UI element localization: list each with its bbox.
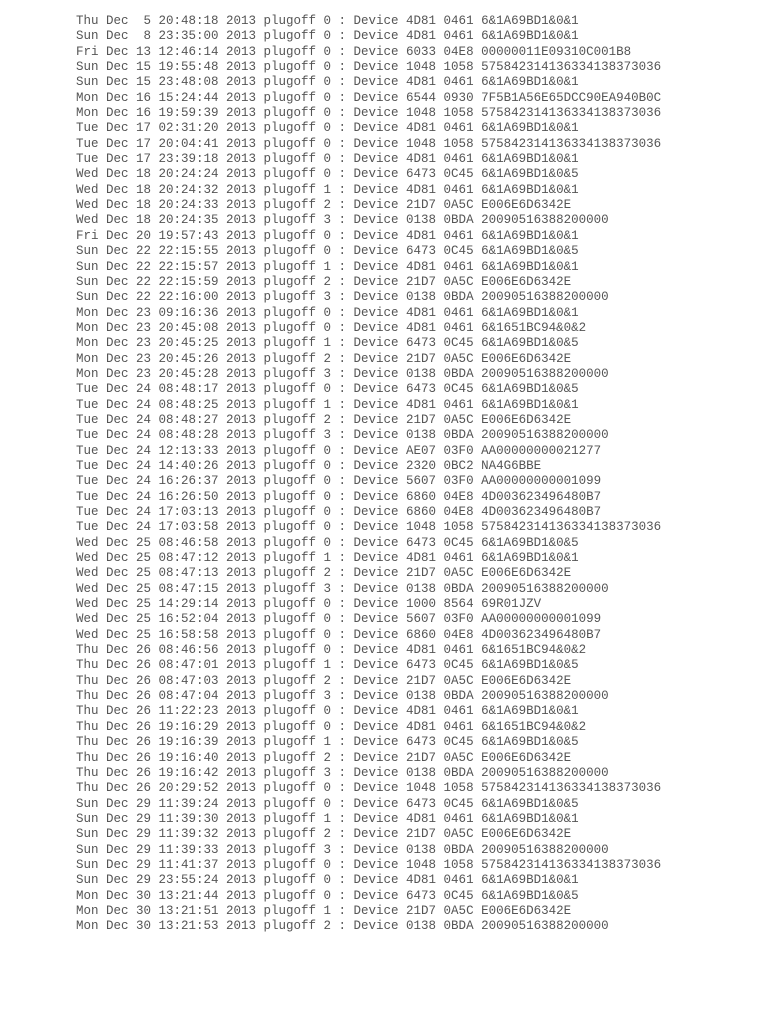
log-line: Sun Dec 22 22:15:57 2013 plugoff 1 : Device 4D81 0461 6&1A69BD1&0&1 [76,259,579,274]
log-line: Thu Dec 26 11:22:23 2013 plugoff 0 : Device 4D81 0461 6&1A69BD1&0&1 [76,704,579,719]
log-line: Tue Dec 24 14:40:26 2013 plugoff 0 : Device 2320 0BC2 NA4G6BBE [76,458,542,473]
log-line: Tue Dec 17 23:39:18 2013 plugoff 0 : Device 4D81 0461 6&1A69BD1&0&1 [76,152,579,167]
log-line: Sun Dec 29 23:55:24 2013 plugoff 0 : Device 4D81 0461 6&1A69BD1&0&1 [76,873,579,888]
log-line: Fri Dec 20 19:57:43 2013 plugoff 0 : Device 4D81 0461 6&1A69BD1&0&1 [76,228,579,243]
log-line: Tue Dec 17 20:04:41 2013 plugoff 0 : Device 1048 1058 575842314136334138373036 [76,136,662,151]
log-line: Sun Dec 29 11:41:37 2013 plugoff 0 : Device 1048 1058 575842314136334138373036 [76,857,662,872]
log-line: Tue Dec 24 16:26:50 2013 plugoff 0 : Device 6860 04E8 4D003623496480B7 [76,489,602,504]
log-line: Tue Dec 24 08:48:17 2013 plugoff 0 : Device 6473 0C45 6&1A69BD1&0&5 [76,382,579,397]
log-line: Mon Dec 23 20:45:26 2013 plugoff 2 : Device 21D7 0A5C E006E6D6342E [76,351,572,366]
log-line: Sun Dec 22 22:15:59 2013 plugoff 2 : Device 21D7 0A5C E006E6D6342E [76,274,572,289]
log-line: Mon Dec 30 13:21:51 2013 plugoff 1 : Device 21D7 0A5C E006E6D6342E [76,903,572,918]
log-line: Thu Dec 26 08:46:56 2013 plugoff 0 : Device 4D81 0461 6&1651BC94&0&2 [76,643,587,658]
log-line: Thu Dec 26 19:16:40 2013 plugoff 2 : Device 21D7 0A5C E006E6D6342E [76,750,572,765]
log-line: Fri Dec 13 12:46:14 2013 plugoff 0 : Device 6033 04E8 00000011E09310C001B8 [76,44,632,59]
log-line: Thu Dec 26 19:16:39 2013 plugoff 1 : Device 6473 0C45 6&1A69BD1&0&5 [76,735,579,750]
log-line: Tue Dec 24 08:48:25 2013 plugoff 1 : Device 4D81 0461 6&1A69BD1&0&1 [76,397,579,412]
log-line: Wed Dec 25 14:29:14 2013 plugoff 0 : Device 1000 8564 69R01JZV [76,597,542,612]
log-line: Tue Dec 24 08:48:27 2013 plugoff 2 : Device 21D7 0A5C E006E6D6342E [76,412,572,427]
log-line: Tue Dec 24 16:26:37 2013 plugoff 0 : Device 5607 03F0 AA00000000001099 [76,474,602,489]
log-line: Sun Dec 29 11:39:24 2013 plugoff 0 : Device 6473 0C45 6&1A69BD1&0&5 [76,796,579,811]
log-line: Wed Dec 25 08:46:58 2013 plugoff 0 : Device 6473 0C45 6&1A69BD1&0&5 [76,535,579,550]
log-line: Tue Dec 24 17:03:58 2013 plugoff 0 : Device 1048 1058 575842314136334138373036 [76,520,662,535]
log-line: Mon Dec 30 13:21:44 2013 plugoff 0 : Device 6473 0C45 6&1A69BD1&0&5 [76,888,579,903]
log-line: Thu Dec 26 08:47:01 2013 plugoff 1 : Device 6473 0C45 6&1A69BD1&0&5 [76,658,579,673]
log-line: Mon Dec 23 20:45:28 2013 plugoff 3 : Device 0138 0BDA 20090516388200000 [76,366,609,381]
log-line: Tue Dec 24 12:13:33 2013 plugoff 0 : Device AE07 03F0 AA00000000021277 [76,443,602,458]
log-line: Wed Dec 25 16:52:04 2013 plugoff 0 : Device 5607 03F0 AA00000000001099 [76,612,602,627]
log-line: Sun Dec 15 23:48:08 2013 plugoff 0 : Device 4D81 0461 6&1A69BD1&0&1 [76,75,579,90]
log-line: Tue Dec 24 17:03:13 2013 plugoff 0 : Device 6860 04E8 4D003623496480B7 [76,505,602,519]
log-line: Mon Dec 23 20:45:08 2013 plugoff 0 : Device 4D81 0461 6&1651BC94&0&2 [76,320,587,335]
log-line: Tue Dec 24 08:48:28 2013 plugoff 3 : Device 0138 0BDA 20090516388200000 [76,428,609,443]
log-line: Mon Dec 30 13:21:53 2013 plugoff 2 : Device 0138 0BDA 20090516388200000 [76,919,609,934]
log-line: Thu Dec 26 19:16:42 2013 plugoff 3 : Device 0138 0BDA 20090516388200000 [76,765,609,780]
log-line: Mon Dec 16 15:24:44 2013 plugoff 0 : Device 6544 0930 7F5B1A56E65DCC90EA940B0C [76,90,662,105]
log-line: Wed Dec 18 20:24:33 2013 plugoff 2 : Device 21D7 0A5C E006E6D6342E [76,198,572,213]
log-line: Wed Dec 18 20:24:32 2013 plugoff 1 : Device 4D81 0461 6&1A69BD1&0&1 [76,182,579,197]
log-line: Thu Dec 26 08:47:03 2013 plugoff 2 : Device 21D7 0A5C E006E6D6342E [76,673,572,688]
log-line: Sun Dec 29 11:39:30 2013 plugoff 1 : Device 4D81 0461 6&1A69BD1&0&1 [76,811,579,826]
log-line: Sun Dec 22 22:15:55 2013 plugoff 0 : Device 6473 0C45 6&1A69BD1&0&5 [76,244,579,259]
log-line: Sun Dec 15 19:55:48 2013 plugoff 0 : Device 1048 1058 575842314136334138373036 [76,60,662,75]
log-line: Wed Dec 18 20:24:24 2013 plugoff 0 : Device 6473 0C45 6&1A69BD1&0&5 [76,167,579,182]
log-line: Wed Dec 25 08:47:13 2013 plugoff 2 : Device 21D7 0A5C E006E6D6342E [76,566,572,581]
log-line: Wed Dec 25 08:47:15 2013 plugoff 3 : Device 0138 0BDA 20090516388200000 [76,581,609,596]
log-line: Wed Dec 25 16:58:58 2013 plugoff 0 : Device 6860 04E8 4D003623496480B7 [76,627,602,642]
log-line: Thu Dec 26 20:29:52 2013 plugoff 0 : Device 1048 1058 575842314136334138373036 [76,781,662,796]
log-line: Thu Dec 26 08:47:04 2013 plugoff 3 : Device 0138 0BDA 20090516388200000 [76,689,609,704]
log-line: Wed Dec 25 08:47:12 2013 plugoff 1 : Device 4D81 0461 6&1A69BD1&0&1 [76,551,579,566]
log-line: Thu Dec 5 20:48:18 2013 plugoff 0 : Device 4D81 0461 6&1A69BD1&0&1 [76,14,579,28]
log-line: Mon Dec 23 09:16:36 2013 plugoff 0 : Device 4D81 0461 6&1A69BD1&0&1 [76,305,579,320]
log-line: Mon Dec 23 20:45:25 2013 plugoff 1 : Device 6473 0C45 6&1A69BD1&0&5 [76,336,579,351]
log-listing [76,14,756,935]
log-line: Thu Dec 26 19:16:29 2013 plugoff 0 : Device 4D81 0461 6&1651BC94&0&2 [76,719,587,734]
log-line: Sun Dec 22 22:16:00 2013 plugoff 3 : Device 0138 0BDA 20090516388200000 [76,290,609,305]
log-line: Tue Dec 17 02:31:20 2013 plugoff 0 : Device 4D81 0461 6&1A69BD1&0&1 [76,121,579,136]
log-line: Sun Dec 29 11:39:32 2013 plugoff 2 : Device 21D7 0A5C E006E6D6342E [76,827,572,842]
log-line: Sun Dec 8 23:35:00 2013 plugoff 0 : Device 4D81 0461 6&1A69BD1&0&1 [76,29,579,44]
log-line: Sun Dec 29 11:39:33 2013 plugoff 3 : Device 0138 0BDA 20090516388200000 [76,842,609,857]
log-line: Mon Dec 16 19:59:39 2013 plugoff 0 : Device 1048 1058 575842314136334138373036 [76,106,662,121]
log-line: Wed Dec 18 20:24:35 2013 plugoff 3 : Device 0138 0BDA 20090516388200000 [76,213,609,228]
